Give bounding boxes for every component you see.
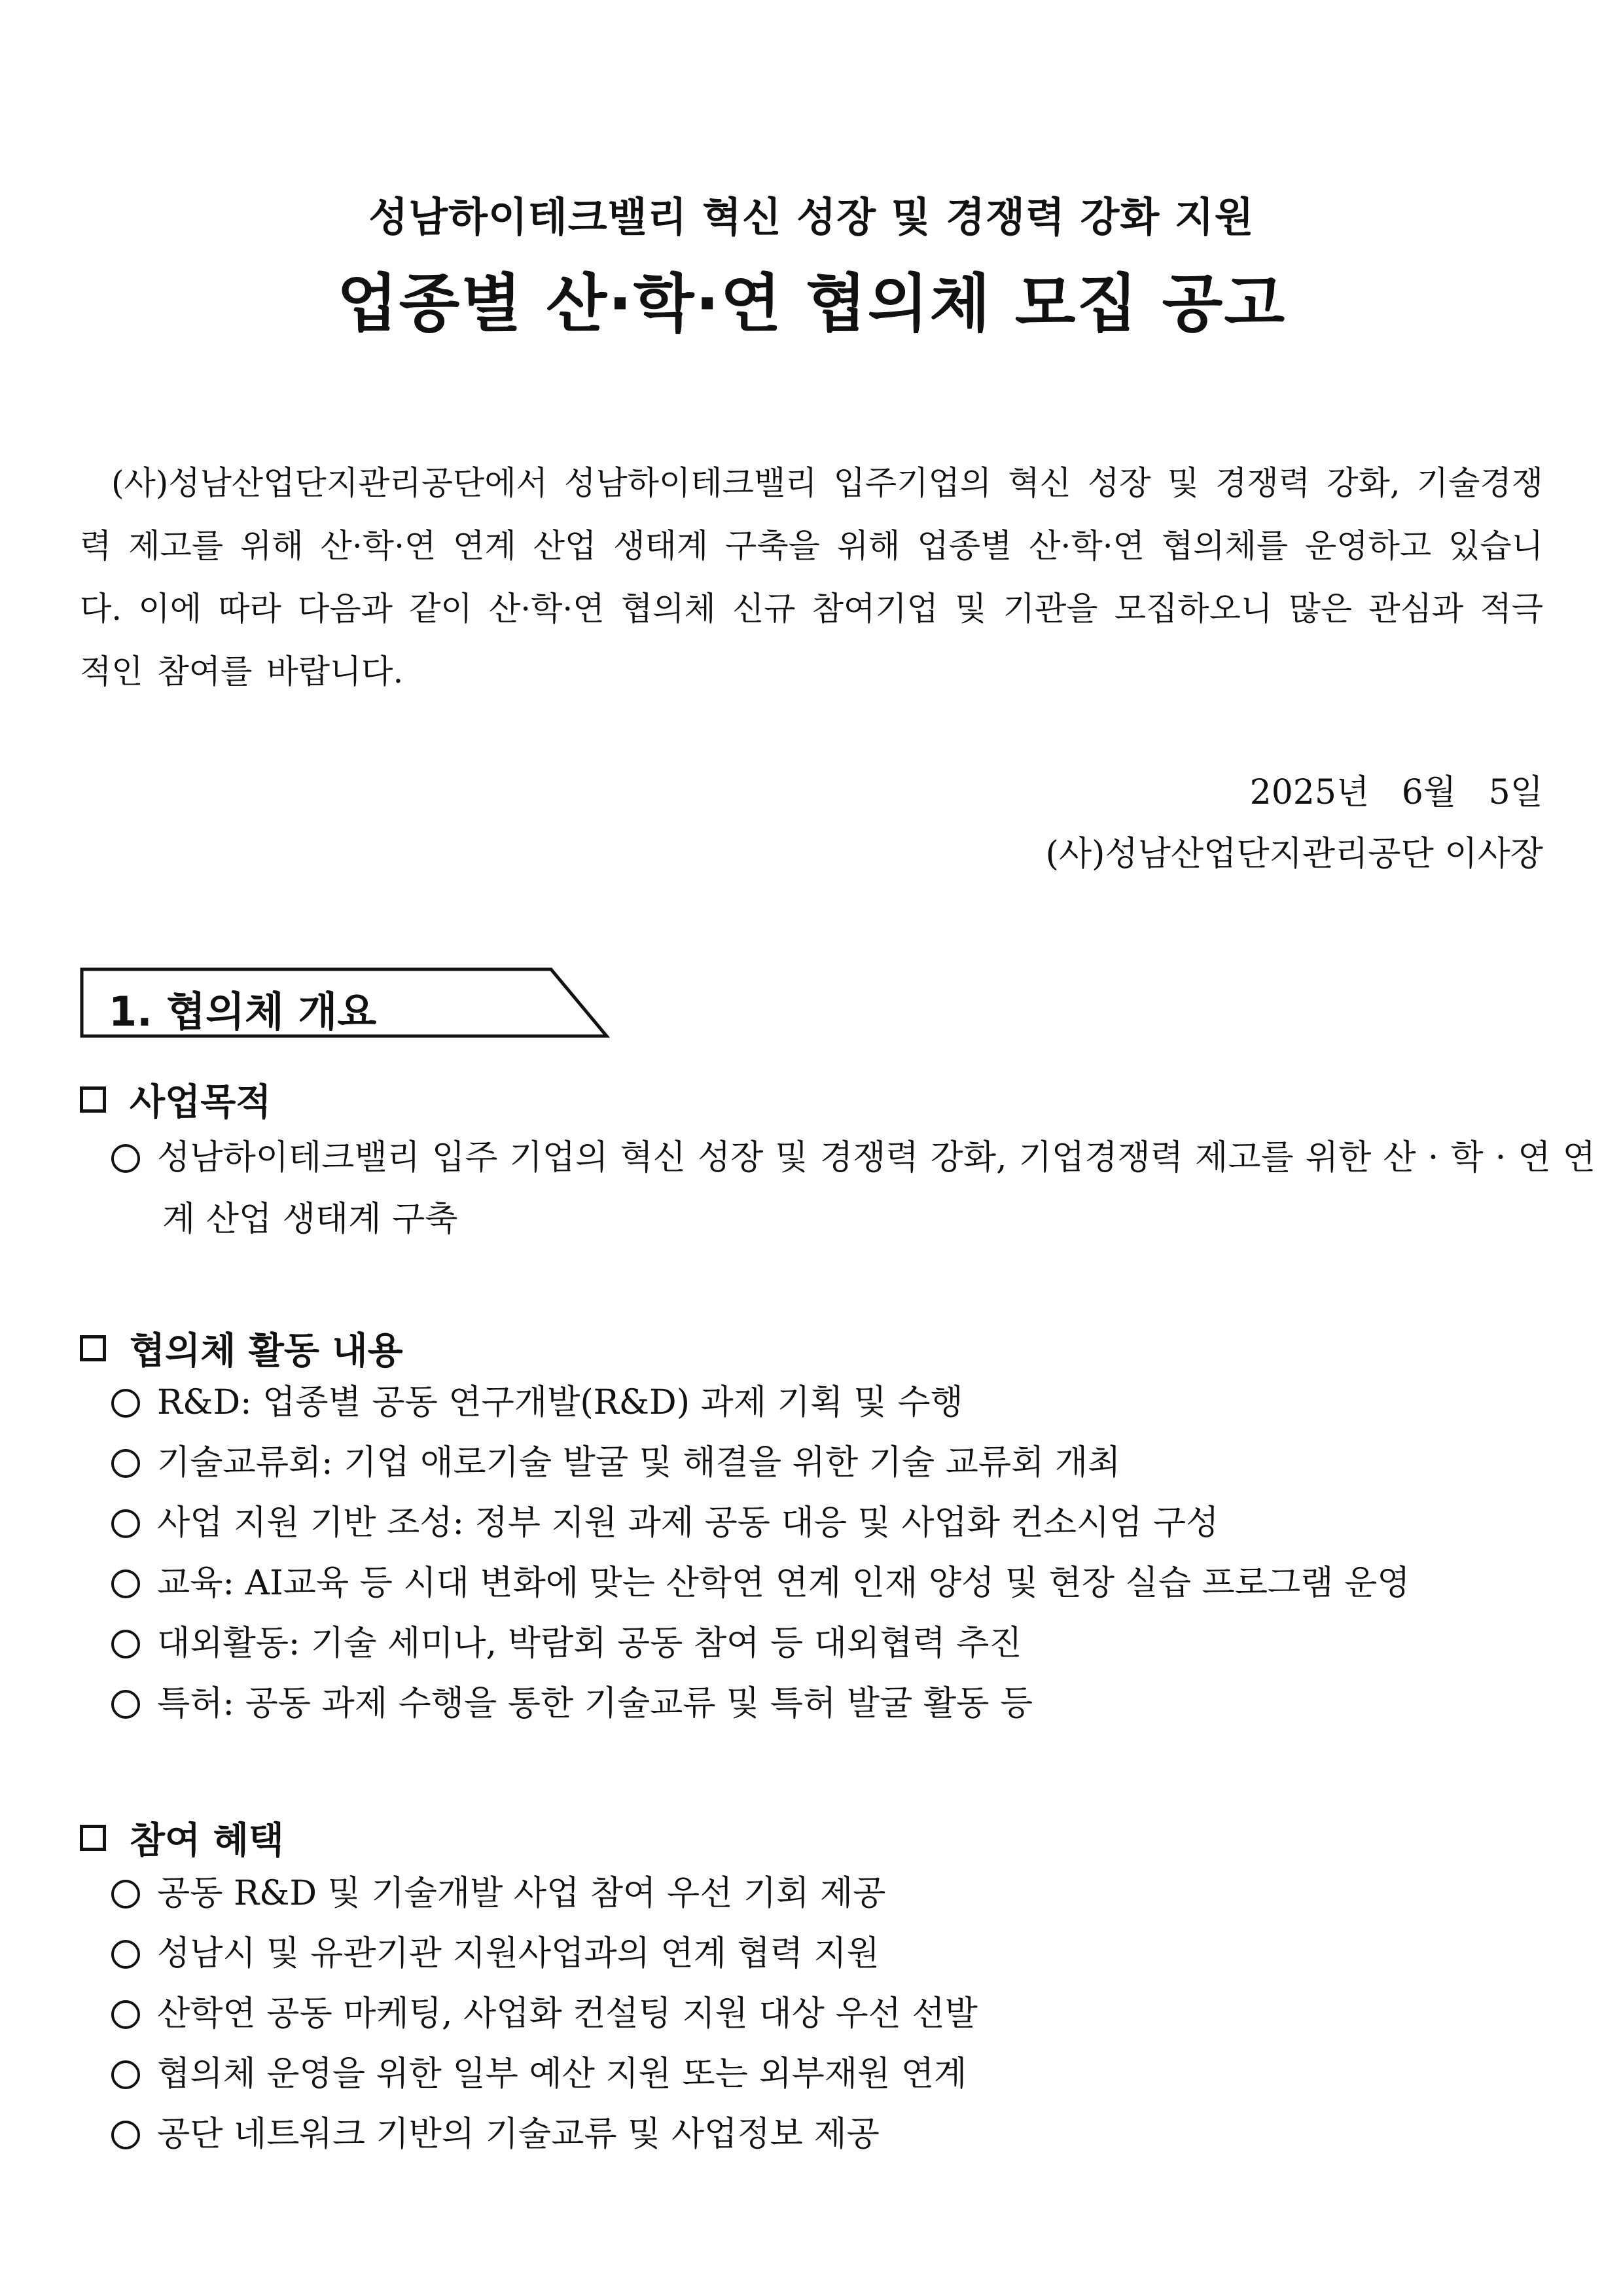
- activity-item: [111, 1432, 1544, 1494]
- benefit-item: [111, 1863, 1544, 1924]
- circle-bullet-icon: [111, 1509, 140, 1538]
- circle-bullet-icon: [111, 1570, 140, 1598]
- circle-bullet-icon: [111, 1144, 140, 1173]
- checkbox-square-icon: [80, 1335, 106, 1361]
- benefits-heading: [80, 1812, 284, 1864]
- activity-item: [111, 1372, 1544, 1433]
- benefit-item-text: 산학연 공동 마케팅, 사업화 컨설팅 지원 대상 우선 선발: [157, 1994, 978, 2034]
- activity-item-text: 교육: AI교육 등 시대 변화에 맞는 산학연 연계 인재 양성 및 현장 실습 프로그램 운영: [157, 1564, 1410, 1603]
- activity-item-text: 사업 지원 기반 조성: 정부 지원 과제 공동 대응 및 사업화 컨소시엄 구성: [157, 1503, 1219, 1543]
- announcement-date: 2025년 6월 5일: [1249, 773, 1543, 812]
- activity-item-text: 대외활동: 기술 세미나, 박람회 공동 참여 등 대외협력 추진: [157, 1624, 1022, 1663]
- document-title: 업종별 산·학·연 협의체 모집 공고: [336, 267, 1287, 340]
- benefit-item-text: 성남시 및 유관기관 지원사업과의 연계 협력 지원: [157, 1934, 880, 1973]
- activity-item: [111, 1552, 1544, 1614]
- benefit-item-text: 협의체 운영을 위한 일부 예산 지원 또는 외부재원 연계: [157, 2054, 967, 2094]
- activities-heading-text: 협의체 활동 내용: [130, 1329, 403, 1372]
- circle-bullet-icon: [111, 1690, 140, 1719]
- benefits-heading-text: 참여 혜택: [130, 1819, 284, 1862]
- purpose-heading-text: 사업목적: [130, 1081, 272, 1124]
- purpose-heading: [80, 1073, 271, 1126]
- benefit-item: [111, 1923, 1544, 1984]
- intro-paragraph: (사)성남산업단지관리공단에서 성남하이테크밸리 입주기업의 혁신 성장 및 경쟁력 강화, 기술경쟁력 제고를 위해 산·학·연 연계 산업 생태계 구축을 위해 업종별 산·학·연 협의체를 운영하고 있습니다. 이에 따라 다음과 같이 산·학·연 협의체 신규 참여기업 및 기관을 모집하오니 많은 관심과 적극적인 참여를 바랍니다.: [80, 464, 1543, 691]
- issuing-organization: (사)성남산업단지관리공단 이사장: [1045, 834, 1543, 874]
- section-heading-text: 1. 협의체 개요: [109, 988, 377, 1035]
- circle-bullet-icon: [111, 1880, 140, 1909]
- benefit-item-text: 공동 R&D 및 기술개발 사업 참여 우선 기회 제공: [157, 1874, 886, 1913]
- activity-item-text: 기술교류회: 기업 애로기술 발굴 및 해결을 위한 기술 교류회 개최: [157, 1443, 1121, 1482]
- activity-item: [111, 1613, 1544, 1674]
- document-subtitle: 성남하이테크밸리 혁신 성장 및 경쟁력 강화 지원: [368, 193, 1255, 241]
- circle-bullet-icon: [111, 2000, 140, 2029]
- purpose-item-text: 성남하이테크밸리 입주 기업의 혁신 성장 및 경쟁력 강화, 기업경쟁력 제고를 위한 산 · 학 · 연 연계 산업 생태계 구축: [157, 1138, 1596, 1239]
- activity-item: [111, 1673, 1544, 1734]
- activity-item-text: R&D: 업종별 공동 연구개발(R&D) 과제 기획 및 수행: [157, 1383, 963, 1422]
- checkbox-square-icon: [80, 1086, 106, 1113]
- circle-bullet-icon: [111, 1940, 140, 1969]
- benefit-item: [111, 2043, 1544, 2105]
- activity-item: [111, 1492, 1544, 1554]
- circle-bullet-icon: [111, 1389, 140, 1418]
- benefit-item-text: 공단 네트워크 기반의 기술교류 및 사업정보 제공: [157, 2115, 880, 2154]
- benefit-item: [111, 2104, 1544, 2165]
- circle-bullet-icon: [111, 2121, 140, 2149]
- section-heading-box: [80, 967, 610, 1038]
- activities-heading: [80, 1322, 403, 1374]
- circle-bullet-icon: [111, 1449, 140, 1478]
- activity-item-text: 특허: 공동 과제 수행을 통한 기술교류 및 특허 발굴 활동 등: [157, 1684, 1033, 1723]
- circle-bullet-icon: [111, 2060, 140, 2089]
- benefit-item: [111, 1983, 1544, 2045]
- purpose-item: [111, 1127, 1596, 1250]
- circle-bullet-icon: [111, 1630, 140, 1659]
- checkbox-square-icon: [80, 1825, 106, 1851]
